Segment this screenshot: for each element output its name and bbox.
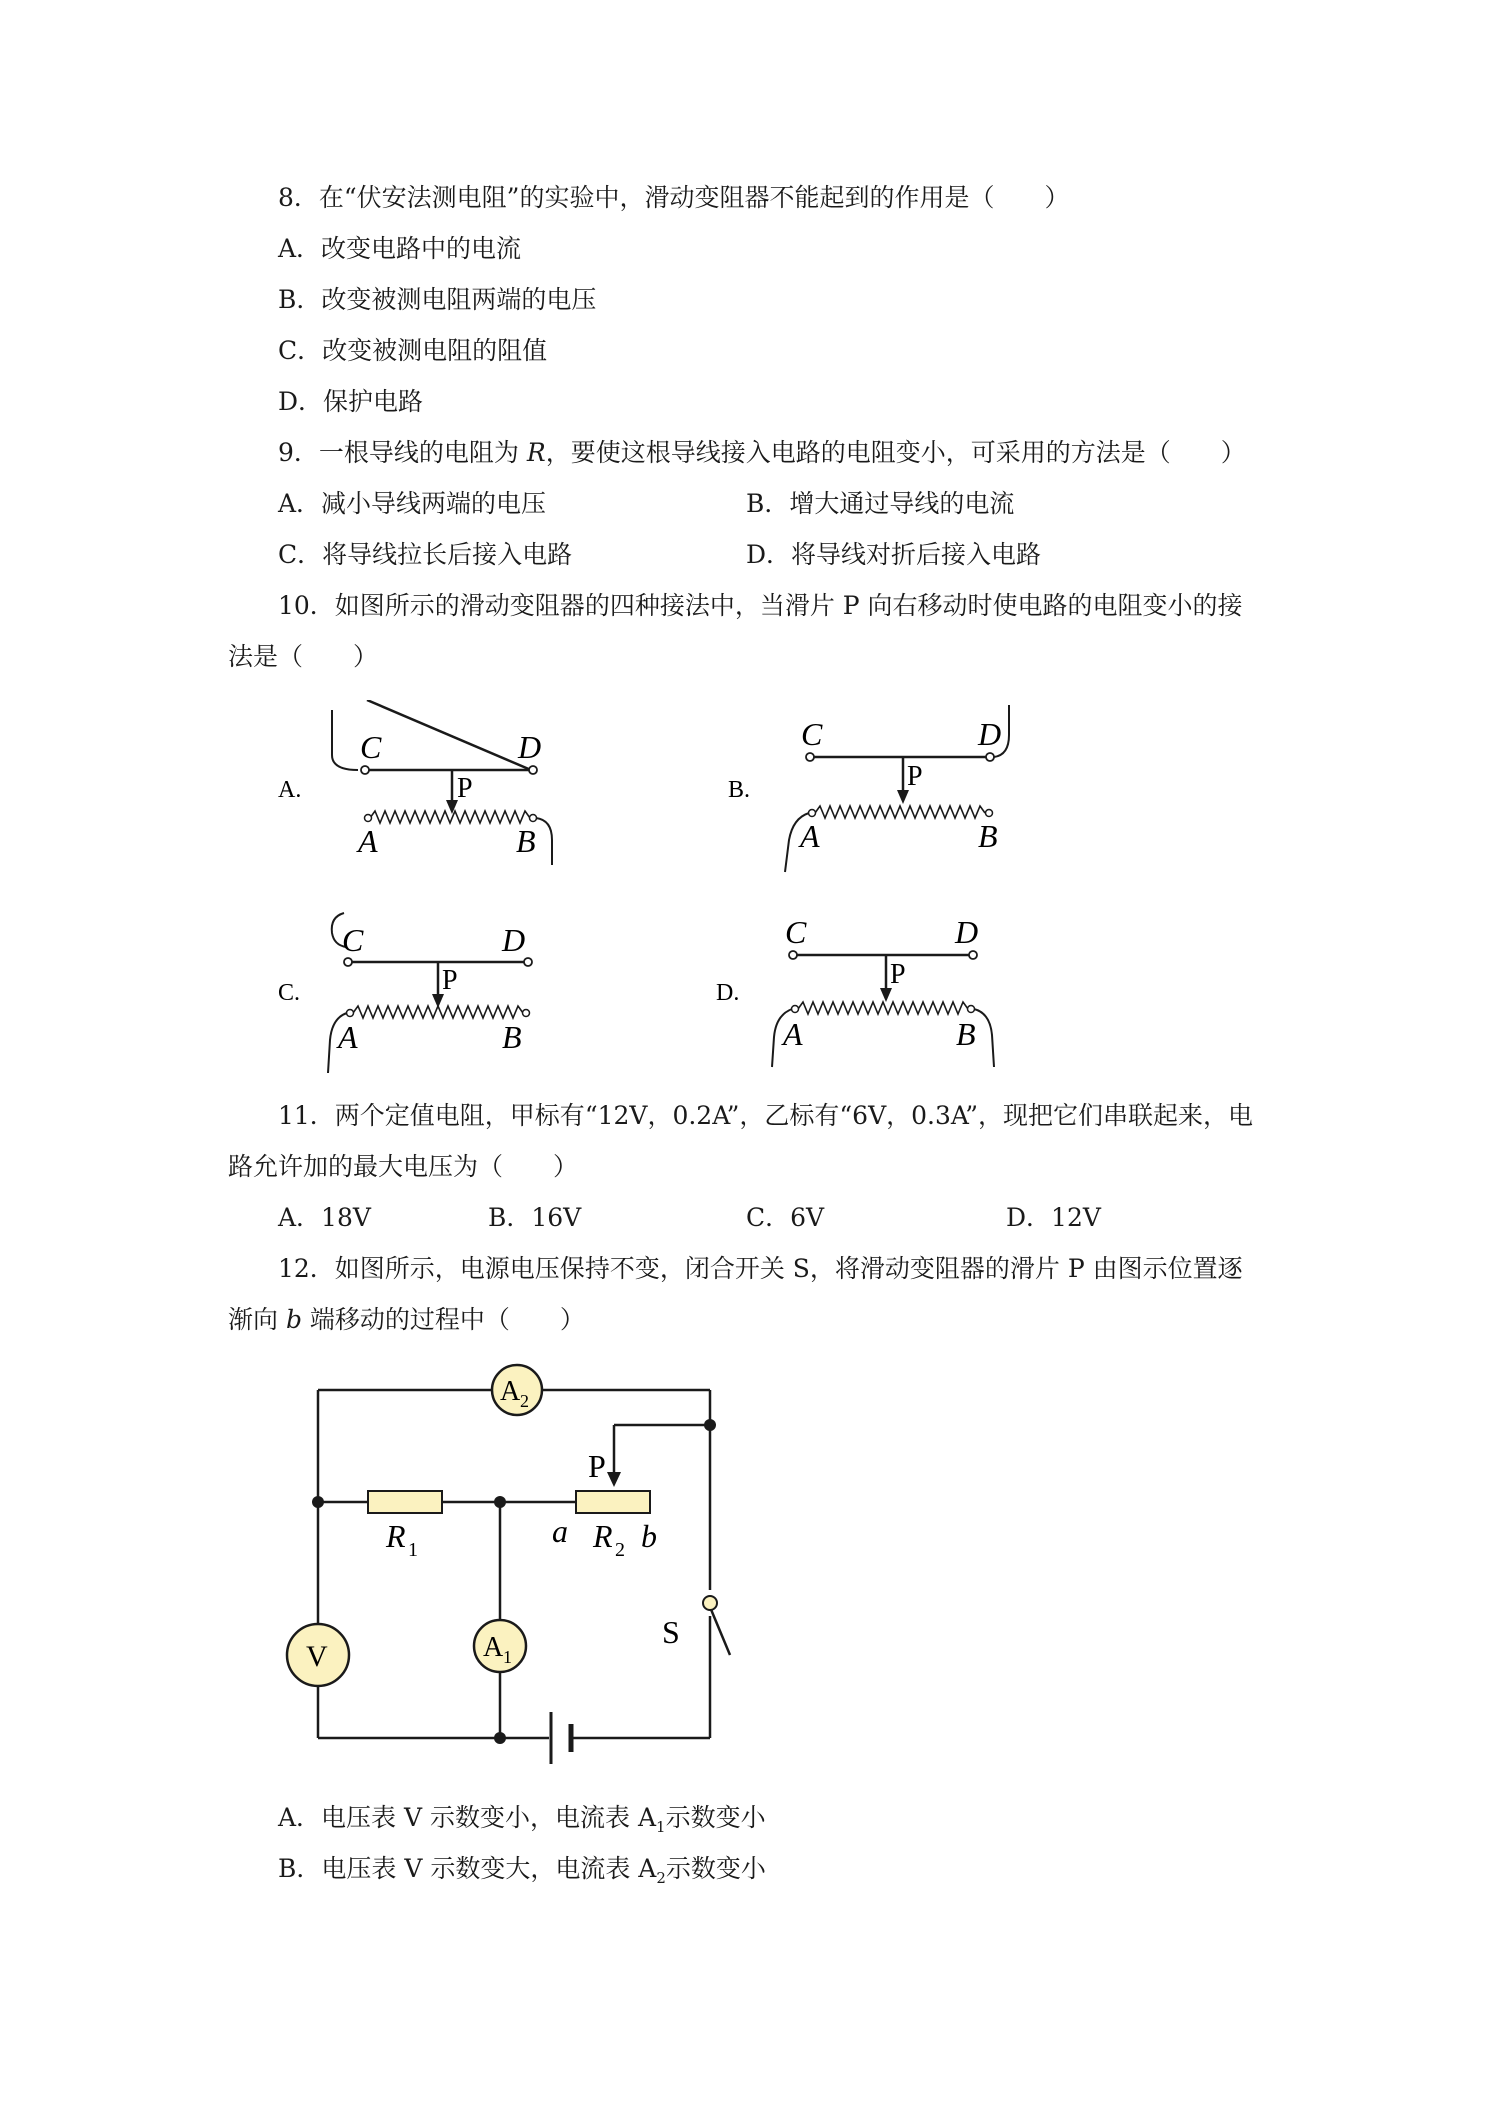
voltmeter-v-label: V: [306, 1640, 328, 1673]
q9-stem: 9．一根导线的电阻为 R，要使这根导线接入电路的电阻变小，可采用的方法是（ ）: [278, 438, 1246, 467]
label-a: A: [338, 1019, 358, 1055]
q10-figure-b: [723, 700, 1053, 880]
q11-option-a: A．18V: [278, 1203, 371, 1232]
label-d: D: [518, 729, 542, 765]
q10-figure-a: [270, 700, 600, 880]
q8-option-b: B．改变被测电阻两端的电压: [278, 285, 597, 314]
q11-stem-line2: 路允许加的最大电压为（ ）: [228, 1152, 579, 1181]
terminal-b: [530, 815, 537, 822]
label-p: P: [907, 761, 923, 792]
terminal-a-label: a: [552, 1513, 568, 1549]
label-d: D: [502, 922, 526, 958]
label-a: A: [358, 823, 378, 859]
q12-stem-line2: 渐向 b 端移动的过程中（ ）: [228, 1305, 585, 1334]
q11-option-c: C．6V: [746, 1203, 825, 1232]
q10-figure-a-letter: A.: [278, 777, 302, 803]
ammeter-a2-label: A: [500, 1376, 521, 1407]
q9-option-d: D．将导线对折后接入电路: [746, 540, 1042, 569]
q10-figure-c: [270, 905, 600, 1085]
label-c: C: [801, 716, 823, 752]
label-a: A: [783, 1016, 803, 1052]
resistor-r1: [368, 1491, 442, 1513]
label-b: B: [978, 818, 998, 854]
q12-option-a: A．电压表 V 示数变小，电流表 $A_1$示数变小: [278, 1803, 766, 1836]
q12-circuit-diagram: [270, 1350, 750, 1780]
label-c: C: [785, 914, 807, 950]
terminal-a: [365, 815, 372, 822]
terminal-b-label: b: [641, 1518, 657, 1554]
label-b: B: [956, 1016, 976, 1052]
q10-figure-b-letter: B.: [728, 777, 751, 803]
q9-option-a: A．减小导线两端的电压: [278, 489, 547, 518]
label-b: B: [516, 823, 536, 859]
slider-p-label: P: [588, 1448, 606, 1484]
r2-label: R: [593, 1518, 613, 1554]
switch-pivot: [703, 1596, 717, 1610]
label-c: C: [342, 922, 364, 958]
q8-option-c: C．改变被测电阻的阻值: [278, 336, 548, 365]
q12-variable-b: b: [285, 1305, 302, 1334]
label-b: B: [502, 1019, 522, 1055]
r2-subscript: 2: [615, 1539, 625, 1561]
q8-option-a: A．改变电路中的电流: [278, 234, 522, 263]
q12-option-b: B．电压表 V 示数变大，电流表 $A_2$示数变小: [278, 1854, 766, 1887]
r1-subscript: 1: [408, 1539, 418, 1561]
label-p: P: [457, 773, 473, 804]
q8-option-d: D．保护电路: [278, 387, 424, 416]
q8-stem: 8．在“伏安法测电阻”的实验中，滑动变阻器不能起到的作用是（ ）: [278, 183, 1070, 212]
q10-stem-line2: 法是（ ）: [228, 642, 379, 671]
slider-p-arrow: [607, 1472, 621, 1487]
r1-label: R: [386, 1518, 406, 1554]
q12-option-a-subscript: 1: [656, 1818, 666, 1836]
ammeter-a2-subscript: 2: [520, 1391, 529, 1411]
resistance-coil: [370, 811, 530, 823]
ammeter-a1-label: A: [483, 1632, 504, 1663]
switch-label: S: [662, 1614, 680, 1650]
label-d: D: [955, 914, 979, 950]
ammeter-a1-subscript: 1: [503, 1647, 512, 1667]
label-a: A: [800, 818, 820, 854]
q10-figure-d: [712, 905, 1042, 1085]
q9-option-c: C．将导线拉长后接入电路: [278, 540, 573, 569]
q10-figure-c-letter: C.: [278, 980, 301, 1006]
q11-stem-line1: 11．两个定值电阻，甲标有“12V，0.2A”，乙标有“6V，0.3A”，现把它们串联起来，电: [278, 1101, 1254, 1130]
rheostat-r2: [576, 1491, 650, 1513]
q11-option-b: B．16V: [488, 1203, 582, 1232]
label-p: P: [890, 959, 906, 990]
q9-variable-r: R: [526, 438, 546, 467]
label-p: P: [442, 965, 458, 996]
q10-figure-d-letter: D.: [716, 980, 740, 1006]
metal-bar: [367, 700, 531, 770]
q12-option-b-subscript: 2: [656, 1869, 666, 1887]
terminal-d: [529, 766, 537, 774]
label-d: D: [978, 716, 1002, 752]
terminal-c: [361, 766, 369, 774]
q10-stem-line1: 10．如图所示的滑动变阻器的四种接法中，当滑片 P 向右移动时使电路的电阻变小的接: [278, 591, 1243, 620]
q11-option-d: D．12V: [1006, 1203, 1101, 1232]
label-c: C: [360, 729, 382, 765]
q12-stem-line1: 12．如图所示，电源电压保持不变，闭合开关 S，将滑动变阻器的滑片 P 由图示位置逐: [278, 1254, 1243, 1283]
q9-option-b: B．增大通过导线的电流: [746, 489, 1015, 518]
